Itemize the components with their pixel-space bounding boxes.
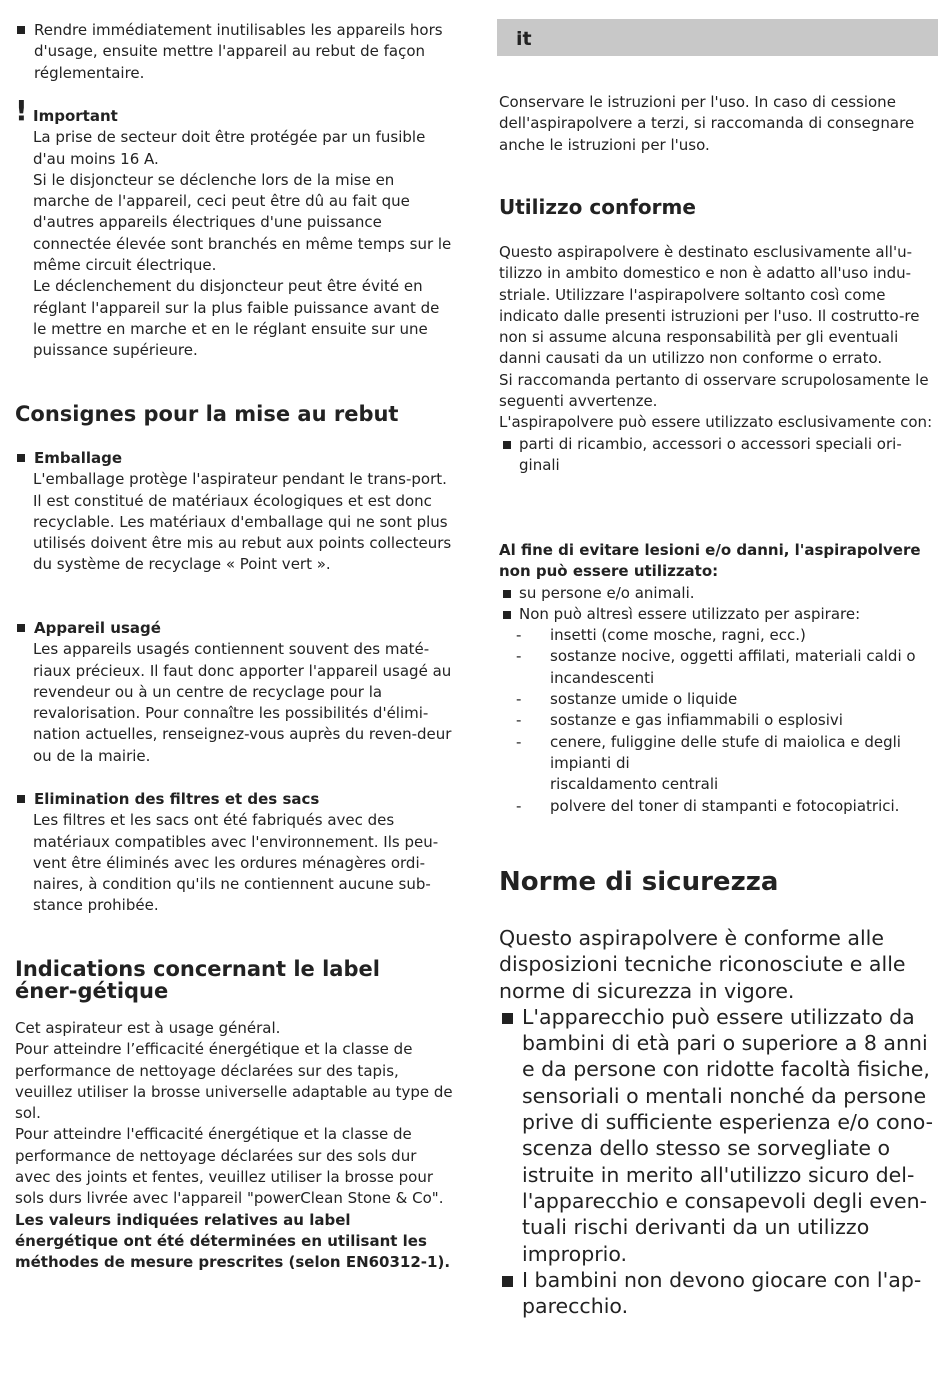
- bullet-square-icon: [503, 590, 511, 598]
- list-item: [15, 20, 455, 84]
- bullet-square-icon: [17, 454, 25, 462]
- packaging-section: [15, 448, 455, 576]
- packaging-text: L'emballage protège l'aspirateur pendant le trans-port. Il est constitué de matériaux écologiques et est donc recyclable. Les matériaux d'emballage qui ne sont plus utilisés doivent être mis au rebut aux points collecteurs du système de recyclage « Point vert ».: [33, 470, 452, 574]
- dash-icon: -: [516, 711, 522, 730]
- prevent-heading: Al fine di evitare lesioni e/o danni, l'aspirapolvere non può essere utilizzato:: [499, 541, 921, 581]
- intro-text: Conservare le istruzioni per l'uso. In caso di cessione dell'aspirapolvere a terzi, si raccomanda di consegnare anche le istruzioni per l'uso.: [499, 93, 915, 154]
- dash-icon: -: [516, 732, 522, 751]
- important-line: Le déclenchement du disjoncteur peut être évité en réglant l'appareil sur la plus faible puissance avant de le mettre en marche et en le réglant ensuite sur une puissance supérieure.: [33, 277, 440, 360]
- dash-item: sostanze umide o liquide: [550, 690, 738, 709]
- proper-use-line: Si raccomanda pertanto di osservare scrupolosamente le seguenti avvertenze.: [499, 370, 929, 411]
- old-device-section: [15, 618, 455, 767]
- energy-line: Pour atteindre l'efficacité énergétique et la classe de performance de nettoyage déclarées sur des sols dur avec des joints et fentes, veuillez utiliser la brosse pour sols durs livrée avec l'appareil "powerClean Stone & Co".: [15, 1125, 444, 1208]
- dash-item-continuation: riscaldamento centrali: [550, 775, 719, 794]
- language-bar: [497, 19, 938, 56]
- disposal-heading: Consignes pour la mise au rebut: [15, 402, 399, 426]
- dash-icon: -: [516, 690, 522, 709]
- safety-heading: Norme di sicurezza: [499, 867, 779, 897]
- prevent-bullet: su persone e/o animali.: [519, 583, 695, 602]
- bullet-square-icon: [17, 624, 25, 632]
- energy-bold-note: Les valeurs indiquées relatives au label énergétique ont été déterminées en utilisant les méthodes de mesure prescrites (selon EN60312-1).: [15, 1210, 451, 1272]
- proper-use-line: Questo aspirapolvere è destinato esclusivamente all'u-tilizzo in ambito domestico e non è adatto all'uso indu-striale. Utilizzare l'aspirapolvere soltanto così come indicato dalle presenti istruzioni per l'uso. Il costrutto-re non si assume alcuna responsabilità per gli eventuali danni causati da un utilizzo non conforme o errato.: [499, 243, 920, 368]
- energy-line: Cet aspirateur est à usage général.: [15, 1019, 281, 1037]
- dash-item: cenere, fuliggine delle stufe di maiolica e degli impianti di: [550, 732, 901, 772]
- dash-item: sostanze e gas infiammabili o esplosivi: [550, 711, 843, 730]
- language-label: it: [516, 28, 532, 50]
- proper-use-line: L'aspirapolvere può essere utilizzato esclusivamente con:: [499, 413, 933, 432]
- bullet-square-icon: [503, 441, 511, 449]
- packaging-title: Emballage: [34, 449, 123, 467]
- bullet-square-icon: [503, 611, 511, 619]
- energy-line: Pour atteindre l’efficacité énergétique et la classe de performance de nettoyage déclarées sur des tapis, veuillez utiliser la brosse universelle adaptable au type de sol.: [15, 1040, 453, 1123]
- important-line: La prise de secteur doit être protégée par un fusible d'au moins 16 A.: [33, 128, 426, 168]
- intro-bullet-text: Rendre immédiatement inutilisables les appareils hors d'usage, ensuite mettre l'appareil au rebut de façon réglementaire.: [34, 21, 443, 82]
- bullet-square-icon: [17, 795, 25, 803]
- bullet-square-icon: [502, 1013, 513, 1024]
- old-device-title: Appareil usagé: [34, 619, 161, 637]
- safety-intro: Questo aspirapolvere è conforme alle disposizioni tecniche riconosciute e alle norme di sicurezza in vigore.: [499, 926, 906, 1003]
- safety-text: [499, 925, 939, 1319]
- dash-item: insetti (come mosche, ragni, ecc.): [550, 626, 806, 645]
- prevent-bullet: Non può altresì essere utilizzato per aspirare:: [519, 604, 861, 623]
- energy-heading: Indications concernant le label éner-gétique: [15, 957, 380, 1003]
- energy-text: [15, 1018, 455, 1274]
- safety-bullet: L'apparecchio può essere utilizzato da bambini di età pari o superiore a 8 anni e da persone con ridotte facoltà fisiche, sensoriali o mentali nonché da persone prive di sufficiente esperienza e/o cono-scenza dello stesso se sorvegliate o istruite in merito all'utilizzo sicuro del-l'apparecchio e consapevoli degli even-tuali rischi derivanti da un utilizzo improprio.: [522, 1004, 934, 1266]
- proper-use-bullet: parti di ricambio, accessori o accessori speciali ori-ginali: [519, 434, 902, 474]
- dash-item: polvere del toner di stampanti e fotocopiatrici.: [550, 796, 900, 815]
- important-block: [15, 106, 455, 362]
- bullet-square-icon: [502, 1276, 513, 1287]
- filters-text: Les filtres et les sacs ont été fabriqués avec des matériaux compatibles avec l'environnement. Ils peu-vent être éliminés avec les ordures ménagères ordi-naires, à condition qu'ils ne contiennent aucune sub-stance prohibée.: [33, 811, 439, 915]
- dash-icon: -: [516, 647, 522, 666]
- filters-section: [15, 789, 455, 917]
- prevent-section: [499, 540, 939, 817]
- important-title: Important: [33, 107, 118, 125]
- dash-icon: -: [516, 626, 522, 645]
- important-line: Si le disjoncteur se déclenche lors de la mise en marche de l'appareil, ceci peut être dû au fait que d'autres appareils électriques d'une puissance connectée élevée sont branchés en même temps sur le même circuit électrique.: [33, 170, 452, 275]
- safety-bullet: I bambini non devono giocare con l'ap-parecchio.: [522, 1267, 922, 1319]
- bullet-square-icon: [17, 26, 25, 34]
- dash-item: sostanze nocive, oggetti affilati, materiali caldi o incandescenti: [550, 647, 916, 687]
- proper-use-heading: Utilizzo conforme: [499, 195, 696, 219]
- filters-title: Elimination des filtres et des sacs: [34, 790, 320, 808]
- dash-icon: -: [516, 796, 522, 815]
- proper-use-text: [499, 242, 939, 476]
- exclamation-icon: !: [15, 94, 28, 127]
- old-device-text: Les appareils usagés contiennent souvent des maté-riaux précieux. Il faut donc apporter l'appareil usagé au revendeur ou à un centre de recyclage pour la revalorisation. Pour connaître les possibilités d'élimi-nation actuelles, renseignez-vous auprès du reven-deur ou de la mairie.: [33, 640, 452, 765]
